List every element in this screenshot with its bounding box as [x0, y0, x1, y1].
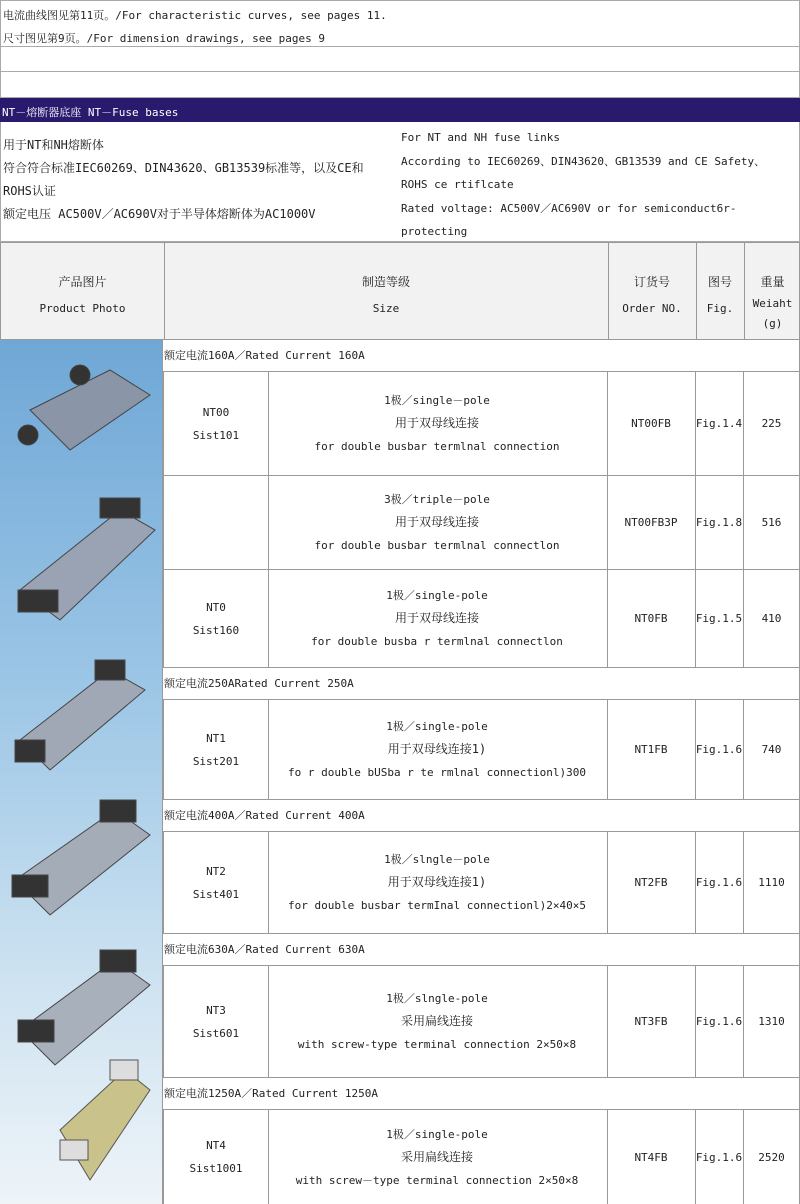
order-number: NT00FB3P	[607, 476, 696, 569]
fig-number: Fig.1.5	[695, 570, 744, 667]
intro-en-line: For NT and NH fuse links	[401, 131, 560, 144]
weight-value: 225	[761, 417, 782, 430]
table-row	[163, 832, 800, 934]
table-header	[0, 242, 800, 340]
table-row	[163, 700, 800, 800]
size-cell	[163, 966, 269, 1077]
connection-en: fo r double bUSba r te rmlnal connectionl)300	[287, 766, 586, 779]
weight-value: 740	[761, 743, 782, 756]
header-photo-en: Product Photo	[39, 302, 126, 315]
fig-number: Fig.1.6	[695, 966, 744, 1077]
desc-cell	[267, 700, 608, 799]
pole-text: 3极／triple－pole	[384, 493, 490, 506]
header-photo-cn: 产品图片	[58, 275, 107, 289]
section-band-title: NT－熔断器底座 NT－Fuse bases	[0, 98, 800, 122]
header-weight-unit: (g)	[762, 317, 783, 330]
fuse-base-image	[18, 950, 150, 1065]
weight-value: 410	[761, 612, 782, 625]
table-row	[163, 966, 800, 1078]
spacer-row	[0, 72, 800, 98]
connection-en: for double busba r termlnal connectlon	[311, 635, 563, 648]
intro-en-line: Rated voltage: AC500V／AC690V or for semiconduct6r-protecting	[401, 201, 737, 238]
fuse-base-image	[18, 365, 150, 450]
pole-text: 1极／single-pole	[386, 589, 488, 602]
header-weight-cn: 重量	[760, 275, 785, 289]
fuse-base-image	[18, 498, 155, 620]
order-number: NT1FB	[607, 700, 696, 799]
fig-number: Fig.1.8	[695, 476, 744, 569]
header-order-cn: 订货号	[633, 275, 670, 289]
dimensions-note: 尺寸图见第9页。/For dimension drawings, see pages 9	[3, 32, 326, 45]
connection-en: with screw－type terminal connection 2×50×8	[295, 1173, 579, 1187]
header-fig-en: Fig.	[706, 302, 734, 315]
header-size-cn: 制造等级	[361, 275, 410, 289]
weight-value: 516	[761, 516, 782, 529]
size-sist: Sist160	[192, 623, 240, 637]
intro-cn-line: 用于NT和NH熔断体	[3, 138, 104, 152]
table-row	[163, 1110, 800, 1204]
table-row	[163, 372, 800, 476]
section-250a: 额定电流250ARated Current 250A	[163, 668, 800, 700]
size-code: NT0	[206, 600, 226, 614]
size-cell	[163, 1110, 269, 1204]
fig-number: Fig.1.4	[695, 372, 744, 475]
connection-cn: 用于双母线连接	[394, 416, 479, 430]
size-code: NT2	[206, 864, 226, 878]
desc-cell	[267, 1110, 608, 1204]
spacer-row	[0, 47, 800, 72]
section-160a: 额定电流160A／Rated Current 160A	[163, 340, 800, 372]
size-cell	[163, 570, 269, 667]
notes-box	[0, 0, 800, 47]
header-weight-en	[744, 294, 800, 334]
connection-cn: 用于双母线连接	[394, 611, 479, 625]
size-cell	[163, 372, 269, 475]
desc-cell	[267, 372, 608, 475]
table-row	[163, 570, 800, 668]
header-order-en: Order NO.	[622, 302, 682, 315]
size-code: NT3	[206, 1003, 226, 1017]
section-1250a: 额定电流1250A／Rated Current 1250A	[163, 1078, 800, 1110]
fuse-base-image	[60, 1060, 150, 1180]
weight-value: 1110	[758, 876, 785, 889]
order-number: NT2FB	[607, 832, 696, 933]
intro-box	[0, 122, 800, 242]
order-number: NT4FB	[607, 1110, 696, 1204]
desc-cell	[267, 832, 608, 933]
curves-note: 电流曲线图见第11页。/For characteristic curves, see pages 11.	[3, 9, 387, 22]
intro-en-line: ROHS ce rtiflcate	[401, 178, 514, 191]
pole-text: 1极／slngle-pole	[386, 992, 488, 1005]
desc-cell	[267, 476, 608, 569]
size-sist: Sist601	[192, 1026, 240, 1040]
desc-cell	[267, 570, 608, 667]
header-weight	[744, 243, 800, 341]
product-photo-column	[0, 340, 163, 1204]
size-sist: Sist401	[192, 887, 240, 901]
order-number: NT3FB	[607, 966, 696, 1077]
section-400a: 额定电流400A／Rated Current 400A	[163, 800, 800, 832]
intro-cn-line: 额定电压 AC500V／AC690V对于半导体熔断体为AC1000V	[3, 207, 316, 221]
connection-en: with screw-type terminal connection 2×50×8	[297, 1038, 577, 1051]
header-fig-cn: 图号	[707, 275, 732, 289]
size-code: NT1	[206, 731, 226, 745]
size-sist: Sist101	[192, 428, 240, 442]
connection-en: for double busbar termlnal connection	[314, 440, 560, 453]
weight-value: 1310	[758, 1015, 785, 1028]
size-sist: Sist1001	[189, 1162, 243, 1175]
order-number: NT0FB	[607, 570, 696, 667]
intro-cn-line: 符合符合标准IEC60269、DIN43620、GB13539标准等，以及CE和	[3, 161, 364, 175]
intro-chinese	[3, 134, 393, 226]
connection-cn: 用于双母线连接1)	[387, 875, 487, 889]
pole-text: 1极／single-pole	[386, 720, 488, 733]
header-size-en: Size	[372, 302, 400, 315]
pole-text: 1极／single-pole	[386, 1127, 488, 1141]
pole-text: 1极／slngle－pole	[384, 853, 490, 866]
section-630a: 额定电流630A／Rated Current 630A	[163, 934, 800, 966]
pole-text: 1极／single－pole	[384, 394, 490, 407]
size-cell	[163, 700, 269, 799]
fig-number: Fig.1.6	[695, 700, 744, 799]
size-code: NT00	[202, 405, 230, 419]
header-fig	[696, 243, 745, 341]
header-weight-label: Weiaht	[752, 297, 793, 310]
connection-cn: 用于双母线连接1)	[387, 742, 487, 756]
connection-cn: 采用扁线连接	[400, 1149, 473, 1164]
intro-en-line: According to IEC60269、DIN43620、GB13539 and CE Safety、	[401, 154, 766, 168]
header-size	[164, 243, 609, 341]
size-cell	[163, 832, 269, 933]
header-photo	[1, 243, 165, 341]
connection-cn: 用于双母线连接	[394, 515, 479, 529]
fuse-base-image	[15, 660, 145, 770]
size-code: NT4	[206, 1139, 226, 1152]
connection-en: for double busbar termInal connectionl)2×40×5	[287, 899, 586, 912]
weight-value: 2520	[758, 1150, 785, 1164]
order-number: NT00FB	[607, 372, 696, 475]
connection-en: for double busbar termlnal connectlon	[314, 539, 560, 552]
fuse-base-image	[12, 800, 150, 915]
fig-number: Fig.1.6	[695, 832, 744, 933]
desc-cell	[267, 966, 608, 1077]
header-order	[608, 243, 697, 341]
size-cell	[163, 476, 269, 569]
fuse-base-photos	[0, 340, 163, 1204]
intro-cn-line: ROHS认证	[3, 184, 56, 198]
fig-number: Fig.1.6	[695, 1110, 744, 1204]
size-sist: Sist201	[192, 754, 240, 768]
connection-cn: 采用扁线连接	[400, 1014, 473, 1028]
table-row	[163, 476, 800, 570]
